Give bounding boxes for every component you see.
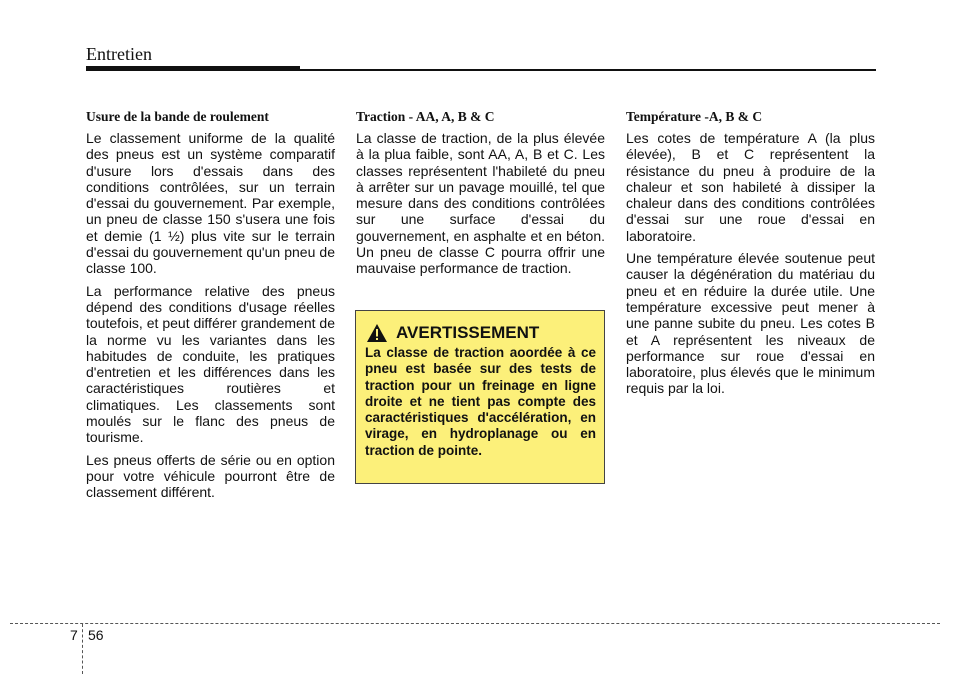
paragraph: La performance relative des pneus dépend des conditions d'usage réelles toutefois, et peut différer grandement de la norme vu les variantes dans les habitudes de conduite, les pratiques d'entretien et les différences dans les caractéristiques routières et climatiques. Les classements sont moulés sur le flanc des pneus de tourisme. — [86, 282, 335, 446]
warning-text: La classe de traction aoordée à ce pneu est basée sur des tests de traction pour un freinage en ligne droite et ne tient pas compte des caractéristiques d'accélération, en virage, en hydroplanage ou en traction de pointe. — [365, 345, 596, 458]
warning-triangle-icon — [366, 323, 388, 343]
paragraph: Le classement uniforme de la qualité des pneus est un système comparatif d'usure lors d'essais dans des conditions contrôlées, sur un terrain d'essai du gouvernement. Par exemple, un pneu de classe 150 s'usera une fois et demie (1 ½) plus vite sur le terrain d'essai du gouvernement qu'un pneu de classe 100. — [86, 130, 335, 277]
page-number: 56 — [88, 627, 104, 643]
paragraph: Les pneus offerts de série ou en option pour votre véhicule pourront être de classement différent. — [86, 451, 335, 501]
page-header-title: Entretien — [86, 44, 152, 64]
header-rule-thin — [300, 69, 876, 71]
column-tread-wear — [86, 108, 335, 507]
section-heading-temperature: Température -A, B & C — [626, 109, 763, 124]
warning-title-row — [366, 322, 539, 344]
paragraph: Une température élevée soutenue peut causer la dégénération du matériau du pneu et en réduire la durée utile. Une température excessive peut mener à une panne subite du pneu. Les cotes B et A représentent les niveaux de performance sur roue d'essai en laboratoire, plus élevés que le minimum requis par la loi. — [626, 250, 875, 397]
footer-dashed-divider — [82, 624, 83, 674]
header-rule-thick — [86, 66, 300, 71]
section-heading-tread-wear: Usure de la bande de roulement — [86, 109, 269, 124]
column-traction — [356, 108, 605, 283]
paragraph: La classe de traction, de la plus élevée à la plua faible, sont AA, A, B et C. Les classes représentent l'habileté du pneu à arrêter sur un pavage mouillé, tel que mesure dans des conditions contrôlées sur une surface d'essai du gouvernement, en asphalte et en béton. Un pneu de classe C pourra offrir une mauvaise performance de traction. — [356, 130, 605, 277]
warning-title: AVERTISSEMENT — [396, 323, 540, 342]
section-heading-traction: Traction - AA, A, B & C — [356, 109, 495, 124]
chapter-number: 7 — [70, 627, 78, 643]
paragraph: Les cotes de température A (la plus élevée), B et C représentent la résistance du pneu à produire de la chaleur et son habileté à dissiper la chaleur dans des conditions contrôlées d'essai sur une roue d'essai en laboratoire. — [626, 130, 875, 244]
warning-box — [355, 310, 605, 484]
column-temperature — [626, 108, 875, 403]
footer-dashed-rule — [10, 623, 940, 624]
